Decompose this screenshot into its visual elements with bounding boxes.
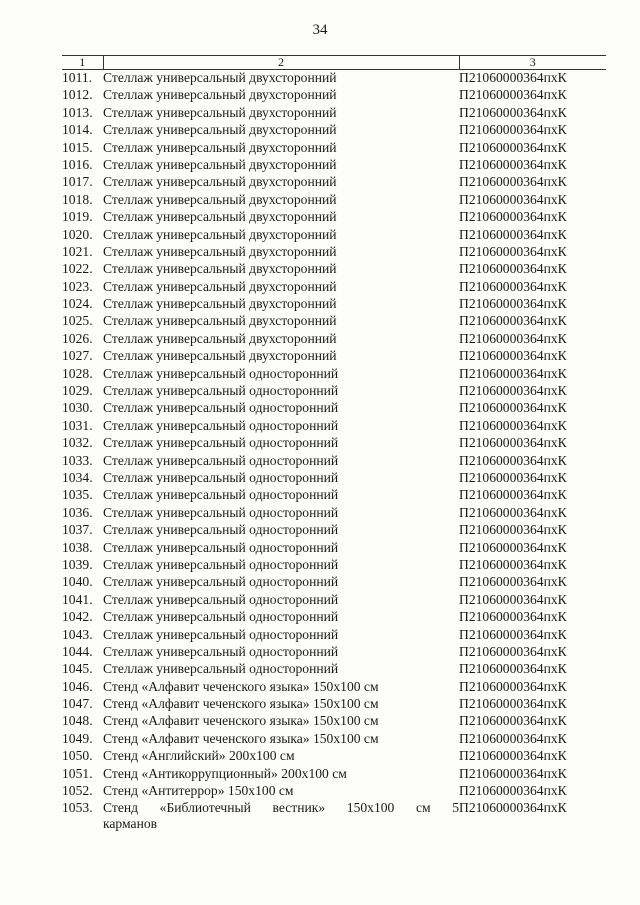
table-row	[62, 174, 606, 191]
row-number: 1036.	[62, 504, 93, 520]
row-name: Стенд «Алфавит чеченского языка» 150х100 см	[103, 678, 379, 694]
page-number: 34	[312, 22, 328, 38]
table-row	[62, 748, 606, 765]
row-code: П21060000364пхК	[459, 226, 567, 242]
table-row	[62, 783, 606, 800]
row-code: П21060000364пхК	[459, 783, 567, 799]
table-row	[62, 435, 606, 452]
row-code: П21060000364пхК	[459, 591, 567, 607]
row-code: П21060000364пхК	[459, 696, 567, 712]
row-number: 1047.	[62, 696, 93, 712]
row-code: П21060000364пхК	[459, 313, 567, 329]
row-number: 1030.	[62, 400, 93, 416]
row-number: 1020.	[62, 226, 93, 242]
table-row	[62, 522, 606, 539]
row-name: Стеллаж универсальный двухсторонний	[103, 174, 337, 190]
row-number: 1012.	[62, 87, 93, 103]
row-name: Стеллаж универсальный двухсторонний	[103, 278, 337, 294]
row-number: 1022.	[62, 261, 93, 277]
row-number: 1033.	[62, 452, 93, 468]
table-row	[62, 505, 606, 522]
table-row-last	[62, 800, 606, 832]
row-code: П21060000364пхК	[459, 765, 567, 781]
row-number: 1045.	[62, 661, 93, 677]
table-row	[62, 470, 606, 487]
row-number: 1025.	[62, 313, 93, 329]
row-number: 1052.	[62, 783, 93, 799]
row-code: П21060000364пхК	[459, 87, 567, 103]
table-row	[62, 227, 606, 244]
row-number: 1040.	[62, 574, 93, 590]
header-row	[62, 56, 606, 70]
row-code: П21060000364пхК	[459, 296, 567, 312]
table-row	[62, 731, 606, 748]
table-row	[62, 713, 606, 730]
row-number: 1021.	[62, 243, 93, 259]
row-name: Стеллаж универсальный двухсторонний	[103, 313, 337, 329]
row-name: Стеллаж универсальный односторонний	[103, 504, 339, 520]
row-number: 1015.	[62, 139, 93, 155]
table-row	[62, 592, 606, 609]
table-row	[62, 313, 606, 330]
column-header-code: 3	[459, 56, 606, 70]
table-row	[62, 453, 606, 470]
row-name: Стеллаж универсальный односторонний	[103, 400, 339, 416]
row-name: Стеллаж универсальный односторонний	[103, 365, 339, 381]
row-name: Стеллаж универсальный односторонний	[103, 522, 339, 538]
table-row	[62, 244, 606, 261]
row-name: Стеллаж универсальный двухсторонний	[103, 348, 337, 364]
row-number: 1043.	[62, 626, 93, 642]
row-code: П21060000364пхК	[459, 104, 567, 120]
table-row	[62, 661, 606, 678]
row-code: П21060000364пхК	[459, 661, 567, 677]
row-number: 1048.	[62, 713, 93, 729]
table-row	[62, 140, 606, 157]
table-row	[62, 418, 606, 435]
row-number: 1032.	[62, 435, 93, 451]
row-name: Стенд «Алфавит чеченского языка» 150х100 см	[103, 713, 379, 729]
row-code: П21060000364пхК	[459, 330, 567, 346]
table-row	[62, 679, 606, 696]
row-code: П21060000364пхК	[459, 191, 567, 207]
row-code: П21060000364пхК	[459, 209, 567, 225]
row-name: Стеллаж универсальный односторонний	[103, 383, 339, 399]
row-code: П21060000364пхК	[459, 122, 567, 138]
row-name: Стеллаж универсальный двухсторонний	[103, 330, 337, 346]
row-number: 1053.	[62, 800, 93, 816]
row-name: Стеллаж универсальный односторонний	[103, 469, 339, 485]
row-code: П21060000364пхК	[459, 174, 567, 190]
table-body	[62, 70, 606, 833]
row-code: П21060000364пхК	[459, 574, 567, 590]
table-row	[62, 279, 606, 296]
row-name: Стеллаж универсальный двухсторонний	[103, 122, 337, 138]
row-name-line1: Стенд «Библиотечный вестник» 150х100 см 5	[103, 800, 459, 816]
row-name: Стеллаж универсальный двухсторонний	[103, 243, 337, 259]
row-number: 1018.	[62, 191, 93, 207]
row-name: Стеллаж универсальный односторонний	[103, 452, 339, 468]
row-number: 1041.	[62, 591, 93, 607]
row-code: П21060000364пхК	[459, 400, 567, 416]
row-name: Стеллаж универсальный двухсторонний	[103, 209, 337, 225]
row-code: П21060000364пхК	[459, 609, 567, 625]
row-number: 1011.	[62, 70, 93, 85]
table-row	[62, 348, 606, 365]
row-number: 1039.	[62, 556, 93, 572]
row-number: 1028.	[62, 365, 93, 381]
row-name: Стеллаж универсальный двухсторонний	[103, 226, 337, 242]
row-code: П21060000364пхК	[459, 452, 567, 468]
row-number: 1023.	[62, 278, 93, 294]
row-name: Стенд «Антитеррор» 150х100 см	[103, 783, 294, 799]
row-number: 1046.	[62, 678, 93, 694]
row-name: Стеллаж универсальный двухсторонний	[103, 156, 337, 172]
table-row	[62, 540, 606, 557]
table-row	[62, 487, 606, 504]
row-code: П21060000364пхК	[459, 365, 567, 381]
row-name: Стеллаж универсальный односторонний	[103, 574, 339, 590]
row-code: П21060000364пхК	[459, 243, 567, 259]
inventory-table	[62, 55, 606, 832]
table-row	[62, 157, 606, 174]
row-number: 1042.	[62, 609, 93, 625]
table-row	[62, 209, 606, 226]
row-number: 1037.	[62, 522, 93, 538]
table-row	[62, 105, 606, 122]
row-code: П21060000364пхК	[459, 504, 567, 520]
row-name: Стеллаж универсальный двухсторонний	[103, 87, 337, 103]
row-name: Стеллаж универсальный односторонний	[103, 539, 339, 555]
row-code: П21060000364пхК	[459, 522, 567, 538]
row-number: 1024.	[62, 296, 93, 312]
row-number: 1038.	[62, 539, 93, 555]
row-name: Стеллаж универсальный двухсторонний	[103, 296, 337, 312]
row-number: 1016.	[62, 156, 93, 172]
row-code: П21060000364пхК	[459, 643, 567, 659]
row-number: 1019.	[62, 209, 93, 225]
row-code: П21060000364пхК	[459, 678, 567, 694]
row-name: Стенд «Английский» 200х100 см	[103, 748, 295, 764]
table-row	[62, 557, 606, 574]
row-name	[103, 800, 459, 832]
row-number: 1031.	[62, 417, 93, 433]
row-name: Стеллаж универсальный односторонний	[103, 556, 339, 572]
row-code: П21060000364пхК	[459, 556, 567, 572]
row-name: Стенд «Алфавит чеченского языка» 150х100 см	[103, 730, 379, 746]
table-row	[62, 261, 606, 278]
row-code: П21060000364пхК	[459, 539, 567, 555]
row-code: П21060000364пхК	[459, 261, 567, 277]
row-number: 1049.	[62, 730, 93, 746]
row-name-line2: карманов	[103, 816, 158, 832]
table-row	[62, 296, 606, 313]
row-code: П21060000364пхК	[459, 278, 567, 294]
row-code: П21060000364пхК	[459, 748, 567, 764]
row-number: 1050.	[62, 748, 93, 764]
row-number: 1013.	[62, 104, 93, 120]
row-code: П21060000364пхК	[459, 348, 567, 364]
table-row	[62, 122, 606, 139]
table-row	[62, 609, 606, 626]
row-number: 1034.	[62, 469, 93, 485]
table-row	[62, 696, 606, 713]
row-name: Стеллаж универсальный двухсторонний	[103, 191, 337, 207]
row-code: П21060000364пхК	[459, 156, 567, 172]
row-name: Стеллаж универсальный односторонний	[103, 591, 339, 607]
row-code: П21060000364пхК	[459, 70, 567, 85]
table-row	[62, 87, 606, 104]
row-code: П21060000364пхК	[459, 800, 567, 816]
table-row	[62, 627, 606, 644]
row-name: Стеллаж универсальный односторонний	[103, 417, 339, 433]
column-header-number: 1	[62, 56, 103, 70]
table-row	[62, 366, 606, 383]
table-row	[62, 400, 606, 417]
row-number: 1035.	[62, 487, 93, 503]
table-row	[62, 644, 606, 661]
row-name: Стеллаж универсальный односторонний	[103, 609, 339, 625]
row-code: П21060000364пхК	[459, 417, 567, 433]
row-name: Стеллаж универсальный односторонний	[103, 435, 339, 451]
row-name: Стеллаж универсальный двухсторонний	[103, 261, 337, 277]
column-header-name: 2	[103, 56, 459, 70]
row-name: Стеллаж универсальный двухсторонний	[103, 104, 337, 120]
row-name: Стеллаж универсальный двухсторонний	[103, 70, 337, 85]
row-name: Стенд «Алфавит чеченского языка» 150х100 см	[103, 696, 379, 712]
row-name: Стеллаж универсальный односторонний	[103, 643, 339, 659]
row-name: Стеллаж универсальный двухсторонний	[103, 139, 337, 155]
table-row	[62, 574, 606, 591]
row-code: П21060000364пхК	[459, 487, 567, 503]
row-code: П21060000364пхК	[459, 139, 567, 155]
table-row	[62, 766, 606, 783]
row-name: Стеллаж универсальный односторонний	[103, 626, 339, 642]
table-row	[62, 192, 606, 209]
row-number: 1026.	[62, 330, 93, 346]
row-name: Стенд «Антикоррупционный» 200х100 см	[103, 765, 347, 781]
row-number: 1014.	[62, 122, 93, 138]
row-number: 1044.	[62, 643, 93, 659]
table-row	[62, 70, 606, 88]
row-number: 1027.	[62, 348, 93, 364]
table-row	[62, 383, 606, 400]
row-number: 1051.	[62, 765, 93, 781]
row-name: Стеллаж универсальный односторонний	[103, 661, 339, 677]
row-code: П21060000364пхК	[459, 469, 567, 485]
row-name: Стеллаж универсальный односторонний	[103, 487, 339, 503]
row-code: П21060000364пхК	[459, 730, 567, 746]
row-code: П21060000364пхК	[459, 435, 567, 451]
row-number: 1017.	[62, 174, 93, 190]
row-number: 1029.	[62, 383, 93, 399]
table-row	[62, 331, 606, 348]
row-code: П21060000364пхК	[459, 383, 567, 399]
row-code: П21060000364пхК	[459, 713, 567, 729]
row-code: П21060000364пхК	[459, 626, 567, 642]
